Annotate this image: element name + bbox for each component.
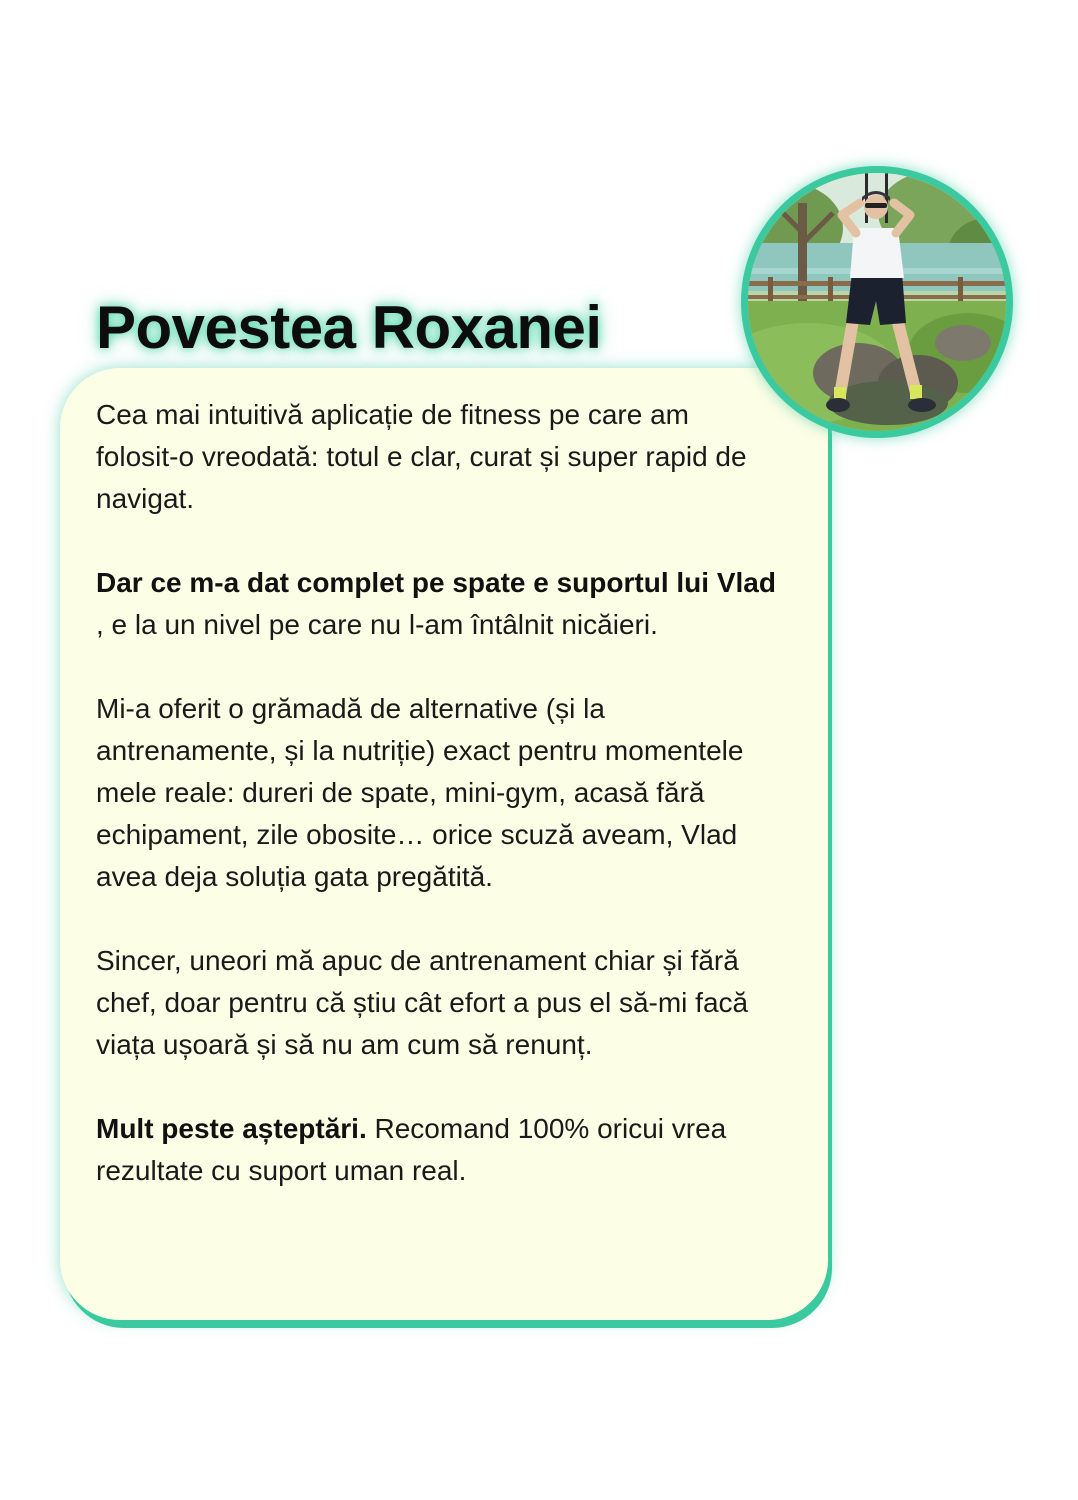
testimonial-title: Povestea Roxanei — [96, 294, 602, 361]
testimonial-body — [96, 394, 776, 1192]
testimonial-text: , e la un nivel pe care nu l-am întâlnit nicăieri. — [96, 609, 658, 640]
roxana-photo-avatar-icon — [748, 173, 1006, 431]
testimonial-highlight: Dar ce m-a dat complet pe spate e suportul lui Vlad — [96, 567, 776, 598]
testimonial-text: Recomand 100% oricui vrea rezultate cu suport uman real. — [96, 1113, 727, 1186]
avatar — [741, 166, 1013, 438]
testimonial-paragraph: Sincer, uneori mă apuc de antrenament chiar și fără chef, doar pentru că știu cât efort a pus el să-mi facă viața ușoară și să nu am cum să renunț. — [96, 945, 749, 1060]
testimonial-paragraph — [96, 1108, 776, 1192]
testimonial-paragraph: Mi-a oferit o grămadă de alternative (și la antrenamente, și la nutriție) exact pentru momentele mele reale: dureri de spate, mini-gym, acasă fără echipament, zile obosite… orice scuză aveam, Vlad avea deja soluția gata pregătită. — [96, 693, 744, 892]
testimonial-paragraph — [96, 562, 776, 646]
testimonial-paragraph: Cea mai intuitivă aplicație de fitness pe care am folosit-o vreodată: totul e clar, curat și super rapid de navigat. — [96, 399, 747, 514]
testimonial-card — [60, 368, 828, 1320]
testimonial-highlight: Mult peste așteptări. — [96, 1113, 367, 1144]
